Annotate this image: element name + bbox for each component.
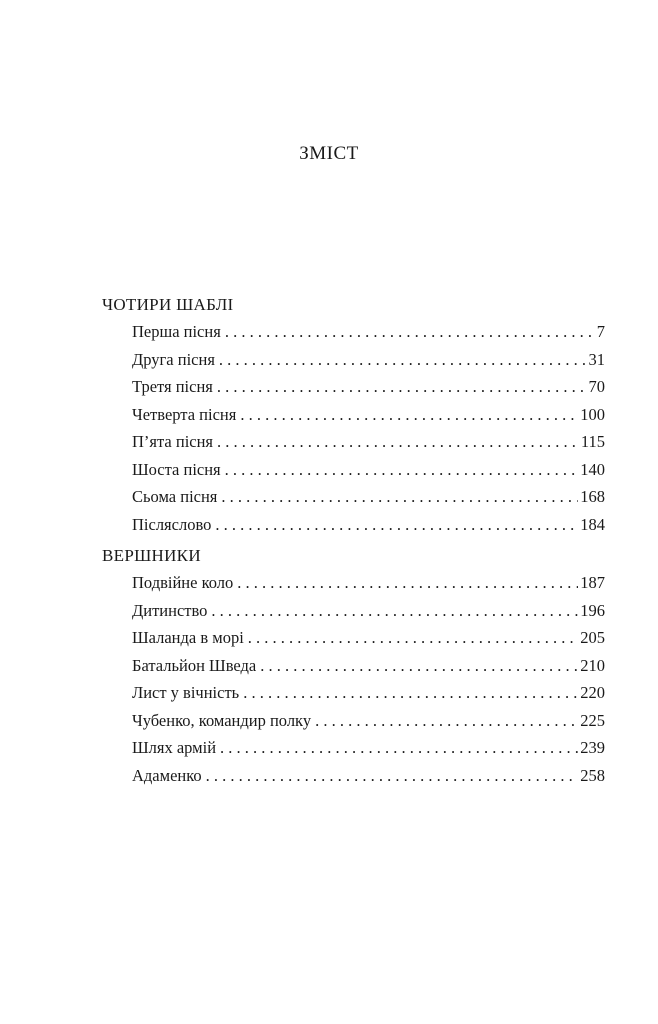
entry-title: Адаменко [132,765,202,785]
entry-title: П’ята пісня [132,432,214,451]
entry-page-number: 7 [596,322,605,341]
dot-leader [225,318,595,346]
toc-entry [102,569,605,597]
entry-page-number: 196 [580,600,605,620]
toc-entry [102,734,605,762]
toc-entry [102,597,605,625]
page-title: ЗМІСТ [299,143,359,164]
entry-title: Шаланда в морі [132,628,244,647]
toc-entry [102,456,605,484]
dot-leader [260,652,578,680]
dot-leader [248,624,578,652]
toc-entry [102,483,605,511]
toc-entry [102,707,605,735]
entry-page-number: 184 [580,514,605,534]
toc-entry [102,318,605,346]
toc-entry [102,511,605,539]
dot-leader [219,346,587,374]
entry-title: Чубенко, командир полку [132,710,312,730]
section-heading: ЧОТИРИ ШАБЛІ [102,295,234,314]
entry-page-number: 258 [580,765,605,785]
toc-entry [102,652,605,680]
dot-leader [206,762,579,790]
entry-title: Шлях армій [132,738,217,757]
entry-page-number: 100 [580,404,605,424]
dot-leader [217,373,587,401]
table-of-contents [102,292,605,789]
dot-leader [243,679,578,707]
toc-entry [102,762,605,790]
entry-title: Подвійне коло [132,573,234,592]
dot-leader [211,597,578,625]
entry-title: Третя пісня [132,377,213,396]
section-heading: ВЕРШНИКИ [102,546,201,565]
entry-page-number: 187 [580,573,605,592]
toc-entry [102,401,605,429]
toc-entry [102,428,605,456]
dot-leader [240,401,578,429]
toc-entry [102,346,605,374]
entry-title: Шоста пісня [132,459,221,479]
entry-page-number: 220 [580,683,605,702]
entry-page-number: 115 [580,432,605,451]
entry-page-number: 140 [580,459,605,479]
entry-title: Четверта пісня [132,404,237,424]
dot-leader [217,428,579,456]
dot-leader [220,734,578,762]
entry-page-number: 168 [580,487,605,506]
dot-leader [221,483,578,511]
entry-page-number: 31 [588,349,605,369]
entry-page-number: 225 [580,710,605,730]
dot-leader [225,456,579,484]
dot-leader [237,569,578,597]
entry-title: Післяслово [132,514,212,534]
entry-page-number: 210 [580,655,605,675]
entry-page-number: 239 [580,738,605,757]
entry-title: Дитинство [132,600,208,620]
entry-title: Перша пісня [132,322,221,341]
entry-title: Батальйон Шведа [132,655,257,675]
toc-entry [102,373,605,401]
entry-title: Друга пісня [132,349,215,369]
entry-page-number: 205 [580,628,605,647]
dot-leader [215,511,578,539]
dot-leader [315,707,578,735]
entry-title: Сьома пісня [132,487,218,506]
toc-entry [102,679,605,707]
entry-title: Лист у вічність [132,683,240,702]
toc-entry [102,624,605,652]
entry-page-number: 70 [588,377,605,396]
